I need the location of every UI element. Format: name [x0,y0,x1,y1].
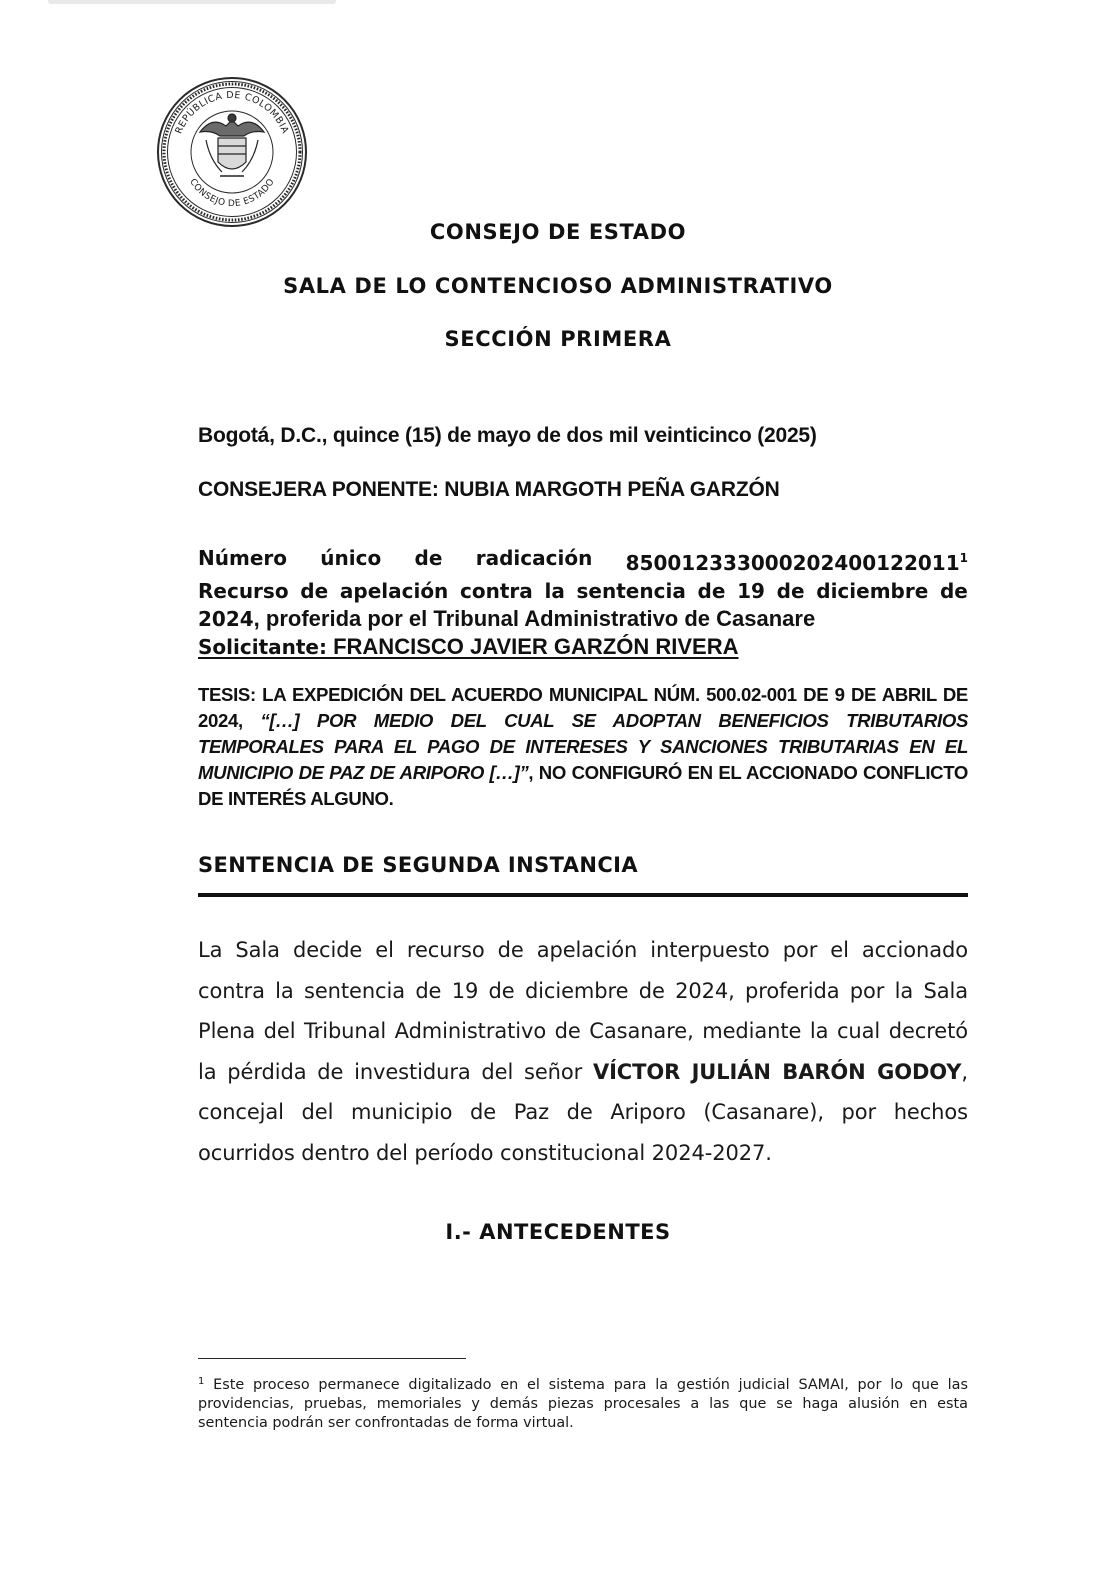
seal-outer-text: REPÚBLICA DE COLOMBIA [173,89,291,136]
recurso-word: de [697,579,726,603]
tesis-quote: “[…] POR MEDIO DEL CUAL SE ADOPTAN BENEFICIOS TRIBUTARIOS TEMPORALES PARA EL PAGO DE INTERESES Y SANCIONES TRIBUTARIAS EN EL MUNICIPIO DE PAZ DE ARIPORO […]” [198,710,968,783]
section-divider [198,893,968,897]
recurso-line-2 [198,605,968,633]
recurso-year: 2024 [198,607,254,631]
recurso-word: Recurso [198,579,289,603]
rapporteur: CONSEJERA PONENTE: NUBIA MARGOTH PEÑA GARZÓN [198,478,780,501]
recurso-word: de [939,579,968,603]
paragraph-text-2: , concejal del municipio de Paz de Ariporo (Casanare), por hechos ocurridos dentro del período constitucional 2024-2027. [198,1059,968,1165]
radicacion-word: de [414,546,443,570]
sentence-title: SENTENCIA DE SEGUNDA INSTANCIA [198,853,639,877]
recurso-word: diciembre [816,579,929,603]
accused-name: VÍCTOR JULIÁN BARÓN GODOY [592,1059,962,1084]
recurso-word: apelación [339,579,449,603]
tesis-prefix: TESIS: LA EXPEDICIÓN DEL ACUERDO MUNICIPAL NÚM. 500.02-001 DE 9 DE ABRIL DE 2024, [198,684,968,731]
footnote-divider [198,1358,466,1359]
case-details [198,544,968,661]
recurso-line-1 [198,577,968,605]
recurso-word: 19 [737,579,765,603]
recurso-word: la [544,579,565,603]
antecedentes-heading: I.- ANTECEDENTES [445,1220,671,1244]
seal-inner-text: CONSEJO DE ESTADO [187,177,277,210]
footnote-ref: 1 [198,1376,205,1387]
tesis-block [198,682,968,812]
top-edge-strip [48,0,336,4]
recurso-word: de [776,579,805,603]
radicacion-footnote-ref: 1 [959,551,968,565]
radicacion-word: Número [198,546,287,570]
recurso-word: de [300,579,329,603]
paragraph-text-1: La Sala decide el recurso de apelación interpuesto por el accionado contra la sentencia de 19 de diciembre de 2024, proferida por la Sala Plena del Tribunal Administrativo de Casanare, mediante la cual decretó la pérdida de investidura del señor [198,938,968,1084]
solicitante-label: Solicitante: [198,635,327,659]
radicacion-number: 850012333000202400122011 [625,551,960,575]
section-heading: SECCIÓN PRIMERA [444,327,672,351]
radicacion-word: radicación [475,546,593,570]
radicacion-word: único [320,546,382,570]
footnote [198,1372,968,1433]
recurso-word: sentencia [576,579,686,603]
recurso-word: contra [460,579,533,603]
radicacion-line [198,544,968,577]
court-heading: CONSEJO DE ESTADO [429,220,687,244]
solicitante-name: FRANCISCO JAVIER GARZÓN RIVERA [326,634,739,659]
chamber-heading: SALA DE LO CONTENCIOSO ADMINISTRATIVO [283,274,833,298]
solicitante-line [198,633,968,661]
place-date: Bogotá, D.C., quince (15) de mayo de dos mil veinticinco (2025) [198,424,817,447]
consejo-de-estado-seal [156,76,308,228]
footnote-text: Este proceso permanece digitalizado en el sistema para la gestión judicial SAMAI, por lo que las providencias, pruebas, memoriales y demás piezas procesales a las que se haga alusión en esta sentencia podrán ser confrontadas de forma virtual. [198,1377,968,1431]
recurso-tribunal: , proferida por el Tribunal Administrativo de Casanare [253,606,816,631]
tesis-suffix: , NO CONFIGURÓ EN EL ACCIONADO CONFLICTO DE INTERÉS ALGUNO. [198,762,968,809]
opening-paragraph [198,930,968,1173]
